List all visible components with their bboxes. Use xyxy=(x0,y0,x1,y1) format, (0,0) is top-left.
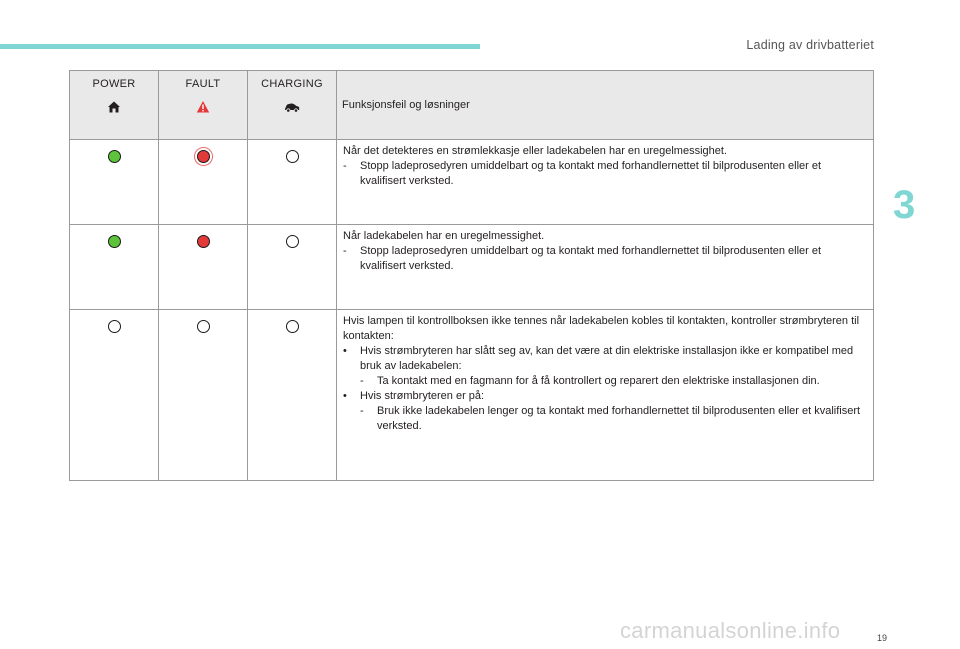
watermark: carmanualsonline.info xyxy=(620,618,841,643)
row-bullet xyxy=(343,344,865,374)
row-sub-bullet xyxy=(343,374,865,389)
fault-led-red xyxy=(197,235,210,248)
column-header-power xyxy=(70,71,159,140)
column-header-charging xyxy=(248,71,337,140)
page-number: 19 xyxy=(877,633,888,643)
car-icon xyxy=(284,100,300,114)
column-header-fault xyxy=(159,71,248,140)
bullet-text: Bruk ikke ladekabelen lenger og ta kontakt med forhandlernettet til bilprodusenten eller et kvalifisert verksted. xyxy=(377,405,861,432)
table-row xyxy=(70,225,874,310)
chapter-number: 3 xyxy=(893,183,916,227)
power-label: POWER xyxy=(92,78,136,90)
header-accent-bar xyxy=(0,44,480,49)
table-row xyxy=(70,140,874,225)
table-row xyxy=(70,310,874,481)
row-bullet xyxy=(343,159,865,189)
description-cell xyxy=(337,225,874,310)
row-sub-bullet xyxy=(343,404,865,434)
fault-led-red-blinking xyxy=(197,150,210,163)
bullet-marker: - xyxy=(343,160,347,172)
row-intro: Hvis lampen til kontrollboksen ikke tennes når ladekabelen kobles til kontakten, kontroller strømbryteren til kontakten: xyxy=(343,315,860,342)
bullet-marker: - xyxy=(360,405,364,417)
charging-label: CHARGING xyxy=(261,78,323,90)
bullet-marker: • xyxy=(343,345,347,357)
bullet-text: Ta kontakt med en fagmann for å få kontrollert og reparert den elektriske installasjonen din. xyxy=(377,375,820,387)
row-intro: Når ladekabelen har en uregelmessighet. xyxy=(343,230,545,242)
bullet-marker: - xyxy=(360,375,364,387)
bullet-text: Hvis strømbryteren er på: xyxy=(360,390,485,402)
description-cell xyxy=(337,140,874,225)
bullet-text: Hvis strømbryteren har slått seg av, kan det være at din elektriske installasjon ikke er kompatibel med bruk av ladekabelen: xyxy=(360,345,854,372)
charging-led-off xyxy=(286,150,299,163)
charging-led-off xyxy=(286,235,299,248)
fault-led-off xyxy=(197,320,210,333)
column-header-description: Funksjonsfeil og løsninger xyxy=(337,71,874,140)
house-icon xyxy=(107,100,121,114)
power-led-green xyxy=(108,150,121,163)
row-bullet xyxy=(343,244,865,274)
charging-status-table xyxy=(69,70,874,481)
description-cell xyxy=(337,310,874,481)
power-led-off xyxy=(108,320,121,333)
table-header-row xyxy=(70,71,874,140)
row-intro: Når det detekteres en strømlekkasje eller ladekabelen har en uregelmessighet. xyxy=(343,145,727,157)
bullet-marker: - xyxy=(343,245,347,257)
power-led-green xyxy=(108,235,121,248)
warning-triangle-icon xyxy=(196,100,210,114)
bullet-marker: • xyxy=(343,390,347,402)
bullet-text: Stopp ladeprosedyren umiddelbart og ta kontakt med forhandlernettet til bilprodusenten eller et kvalifisert verksted. xyxy=(360,160,822,187)
row-bullet xyxy=(343,389,865,404)
section-title: Lading av drivbatteriet xyxy=(746,38,874,52)
bullet-text: Stopp ladeprosedyren umiddelbart og ta kontakt med forhandlernettet til bilprodusenten eller et kvalifisert verksted. xyxy=(360,245,822,272)
charging-led-off xyxy=(286,320,299,333)
fault-label: FAULT xyxy=(185,78,221,90)
